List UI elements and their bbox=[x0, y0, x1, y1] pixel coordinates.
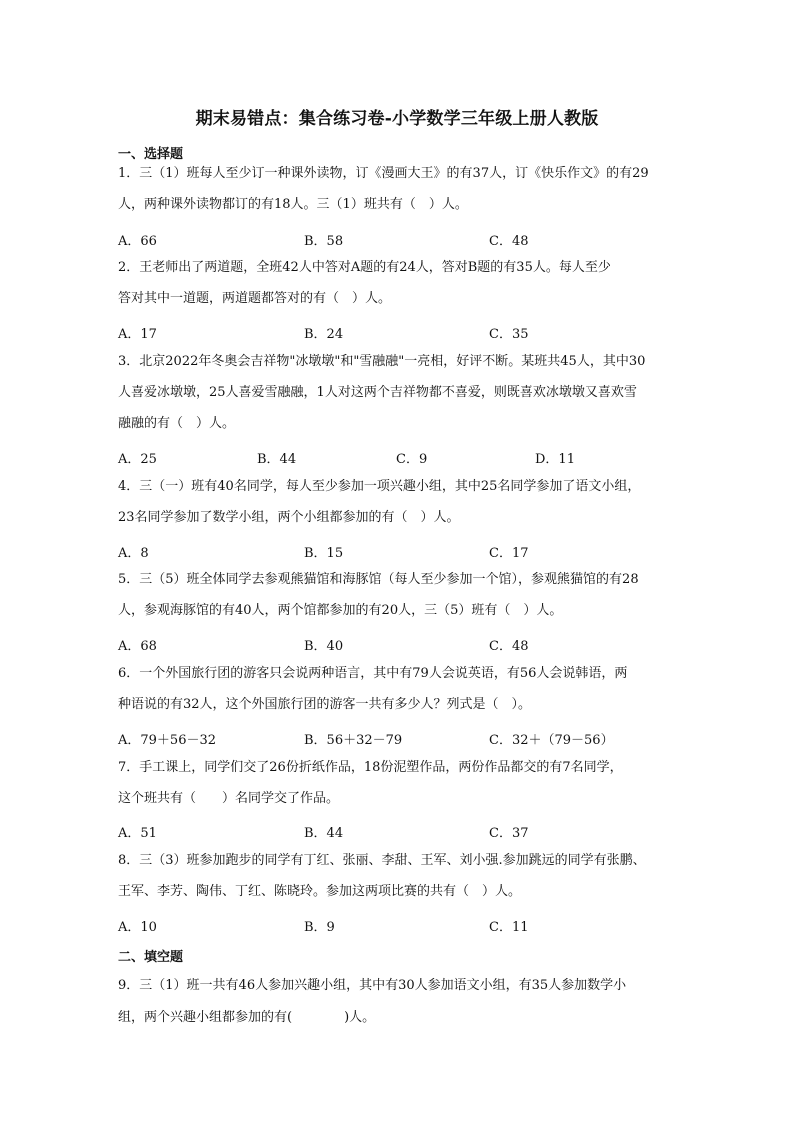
question-8-option-c: C．11 bbox=[489, 920, 529, 935]
question-4-option-c: C．17 bbox=[489, 546, 529, 561]
question-5-option-b: B．40 bbox=[304, 639, 344, 654]
question-8-option-b: B．9 bbox=[304, 920, 335, 935]
question-7-option-b: B．44 bbox=[304, 826, 344, 841]
question-9-line-2: 组，两个兴趣小组都参加的有( )人。 bbox=[118, 1010, 376, 1025]
question-8-option-a: A．10 bbox=[118, 920, 157, 935]
section-heading-choice: 一、选择题 bbox=[118, 147, 184, 162]
question-2-line-1: 2．王老师出了两道题，全班42人中答对A题的有24人，答对B题的有35人。每人至少 bbox=[118, 260, 611, 275]
question-6-line-1: 6．一个外国旅行团的游客只会说两种语言，其中有79人会说英语，有56人会说韩语，两 bbox=[118, 666, 628, 681]
question-8-line-1: 8．三（3）班参加跑步的同学有丁红、张丽、李甜、王军、刘小强.参加跳远的同学有张鹏、 bbox=[118, 853, 646, 868]
page-title: 期末易错点：集合练习卷-小学数学三年级上册人教版 bbox=[195, 109, 599, 129]
section-heading-fill-blank: 二、填空题 bbox=[118, 950, 184, 965]
question-5-line-1: 5．三（5）班全体同学去参观熊猫馆和海豚馆（每人至少参加一个馆），参观熊猫馆的有28 bbox=[118, 572, 639, 587]
question-9-line-1: 9．三（1）班一共有46人参加兴趣小组，其中有30人参加语文小组，有35人参加数学小 bbox=[118, 978, 627, 993]
question-7-line-2: 这个班共有（ ）名同学交了作品。 bbox=[118, 791, 340, 806]
question-4-line-1: 4．三（一）班有40名同学，每人至少参加一项兴趣小组，其中25名同学参加了语文小组， bbox=[118, 479, 641, 494]
question-5-line-2: 人，参观海豚馆的有40人，两个馆都参加的有20人，三（5）班有（ ）人。 bbox=[118, 603, 563, 618]
question-1-option-c: C．48 bbox=[489, 234, 529, 249]
question-4-option-b: B．15 bbox=[304, 546, 344, 561]
question-6-option-b: B．56＋32－79 bbox=[304, 733, 403, 748]
question-5-option-a: A．68 bbox=[118, 639, 157, 654]
question-2-option-b: B．24 bbox=[304, 327, 344, 342]
question-7-option-a: A．51 bbox=[118, 826, 157, 841]
question-2-line-2: 答对其中一道题，两道题都答对的有（ ）人。 bbox=[118, 291, 392, 306]
question-2-option-c: C．35 bbox=[489, 327, 529, 342]
question-1-option-b: B．58 bbox=[304, 234, 344, 249]
question-3-option-b: B．44 bbox=[257, 452, 297, 467]
question-3-line-3: 融融的有（ ）人。 bbox=[118, 416, 236, 431]
question-2-option-a: A．17 bbox=[118, 327, 157, 342]
question-6-option-c: C．32＋（79－56） bbox=[489, 733, 614, 748]
question-6-option-a: A．79＋56－32 bbox=[118, 733, 217, 748]
question-6-line-2: 种语说的有32人，这个外国旅行团的游客一共有多少人？列式是（ ）。 bbox=[118, 697, 532, 712]
question-1-line-2: 人，两种课外读物都订的有18人。三（1）班共有（ ）人。 bbox=[118, 197, 468, 212]
question-8-line-2: 王军、李芳、陶伟、丁红、陈晓玲。参加这两项比赛的共有（ ）人。 bbox=[118, 884, 522, 899]
question-1-line-1: 1．三（1）班每人至少订一种课外读物，订《漫画大王》的有37人，订《快乐作文》的有29 bbox=[118, 166, 649, 181]
question-5-option-c: C．48 bbox=[489, 639, 529, 654]
question-3-line-2: 人喜爱冰墩墩，25人喜爱雪融融，1人对这两个吉祥物都不喜爱，则既喜欢冰墩墩又喜欢雪 bbox=[118, 385, 637, 400]
question-7-line-1: 7．手工课上，同学们交了26份折纸作品，18份泥塑作品，两份作品都交的有7名同学， bbox=[118, 760, 623, 775]
question-4-option-a: A．8 bbox=[118, 546, 149, 561]
question-3-option-d: D．11 bbox=[535, 452, 575, 467]
question-3-option-a: A．25 bbox=[118, 452, 157, 467]
question-3-line-1: 3．北京2022年冬奥会吉祥物"冰墩墩"和"雪融融"一亮相，好评不断。某班共45人，其中30 bbox=[118, 354, 646, 369]
question-4-line-2: 23名同学参加了数学小组，两个小组都参加的有（ ）人。 bbox=[118, 510, 460, 525]
question-1-option-a: A．66 bbox=[118, 234, 157, 249]
question-7-option-c: C．37 bbox=[489, 826, 529, 841]
question-3-option-c: C．9 bbox=[396, 452, 428, 467]
